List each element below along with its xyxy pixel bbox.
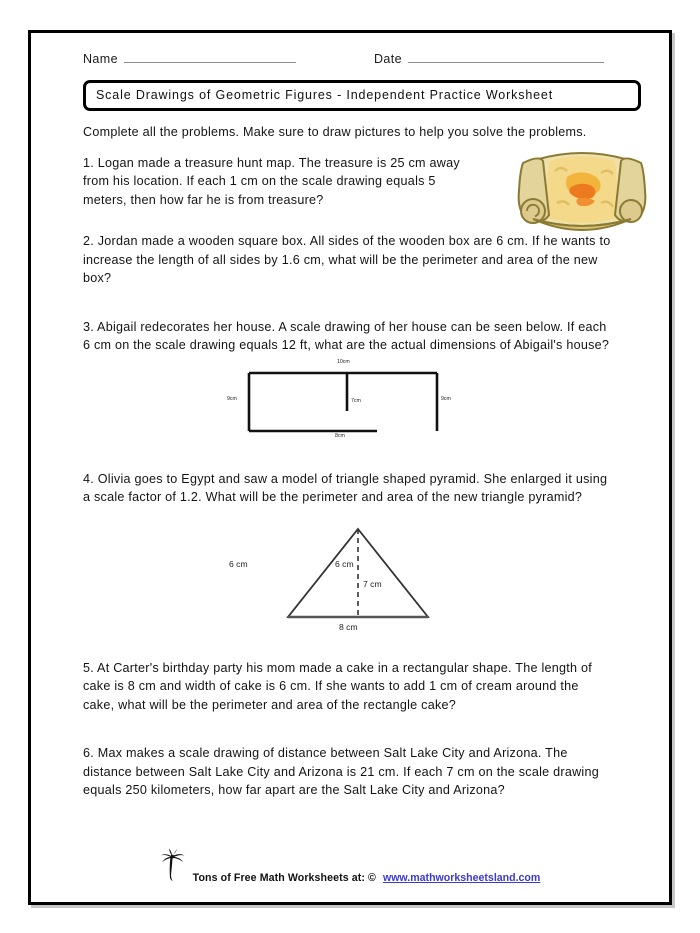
triangle-dim-right: 6 cm — [335, 558, 354, 569]
triangle-diagram-svg — [193, 521, 523, 637]
house-dim-top: 10cm — [337, 358, 350, 365]
name-date-row — [83, 51, 641, 66]
house-dim-bottom: 8cm — [335, 432, 345, 439]
date-field[interactable] — [374, 51, 604, 66]
triangle-scale-drawing — [83, 521, 641, 647]
treasure-map-scroll-icon — [509, 141, 655, 245]
worksheet-page — [28, 30, 672, 905]
problem-1-text: 1. Logan made a treasure hunt map. The treasure is 25 cm away from his location. If each 1 cm on the scale drawing equals 5 meters, then how far he is from treasure? — [83, 155, 460, 207]
worksheet-title-box — [83, 80, 641, 111]
house-dim-inner: 7cm — [351, 397, 361, 404]
page-title: Scale Drawings of Geometric Figures - Independent Practice Worksheet — [96, 88, 554, 102]
house-dim-left: 9cm — [227, 395, 237, 402]
triangle-dim-base: 8 cm — [339, 621, 358, 632]
date-write-line[interactable] — [408, 51, 604, 63]
problem-5-text: 5. At Carter's birthday party his mom made a cake in a rectangular shape. The length of cake is 8 cm and width of cake is 6 cm. If she wants to add 1 cm of cream around the cake, what will be the perimeter and area of the rectangle cake? — [83, 660, 593, 712]
problem-6-text: 6. Max makes a scale drawing of distance between Salt Lake City and Arizona. The distance between Salt Lake City and Arizona is 21 cm. If each 7 cm on the scale drawing equals 250 kilometers, how far apart are the Salt Lake City and Arizona? — [83, 746, 599, 797]
triangle-dim-height: 7 cm — [363, 578, 382, 589]
mathworksheetsland-link[interactable]: www.mathworksheetsland.com — [382, 872, 541, 884]
problem-4-text: 4. Olivia goes to Egypt and saw a model of triangle shaped pyramid. She enlarged it using a scale factor of 1.2. What will be the perimeter and area of the new triangle pyramid? — [83, 471, 608, 504]
page-footer — [31, 848, 669, 884]
treasure-map-image — [509, 141, 655, 245]
page-content — [31, 33, 669, 902]
instructions-text: Complete all the problems. Make sure to draw pictures to help you solve the problems. — [83, 125, 587, 139]
name-label: Name — [83, 52, 118, 66]
house-scale-drawing — [83, 358, 641, 447]
name-field[interactable] — [83, 51, 296, 66]
triangle-dim-left: 6 cm — [229, 558, 248, 569]
footer-label: Tons of Free Math Worksheets at: © — [192, 872, 376, 884]
problem-2-text: 2. Jordan made a wooden square box. All sides of the wooden box are 6 cm. If he wants to increase the length of all sides by 1.6 cm, what will be the perimeter and area of the new box? — [83, 234, 611, 285]
problem-3-text: 3. Abigail redecorates her house. A scale drawing of her house can be seen below. If each 6 cm on the scale drawing equals 12 ft, what are the actual dimensions of Abigail's house? — [83, 319, 610, 352]
name-write-line[interactable] — [124, 51, 296, 63]
date-label: Date — [373, 52, 402, 66]
house-dim-right: 9cm — [441, 395, 451, 402]
palm-tree-icon — [160, 848, 186, 884]
